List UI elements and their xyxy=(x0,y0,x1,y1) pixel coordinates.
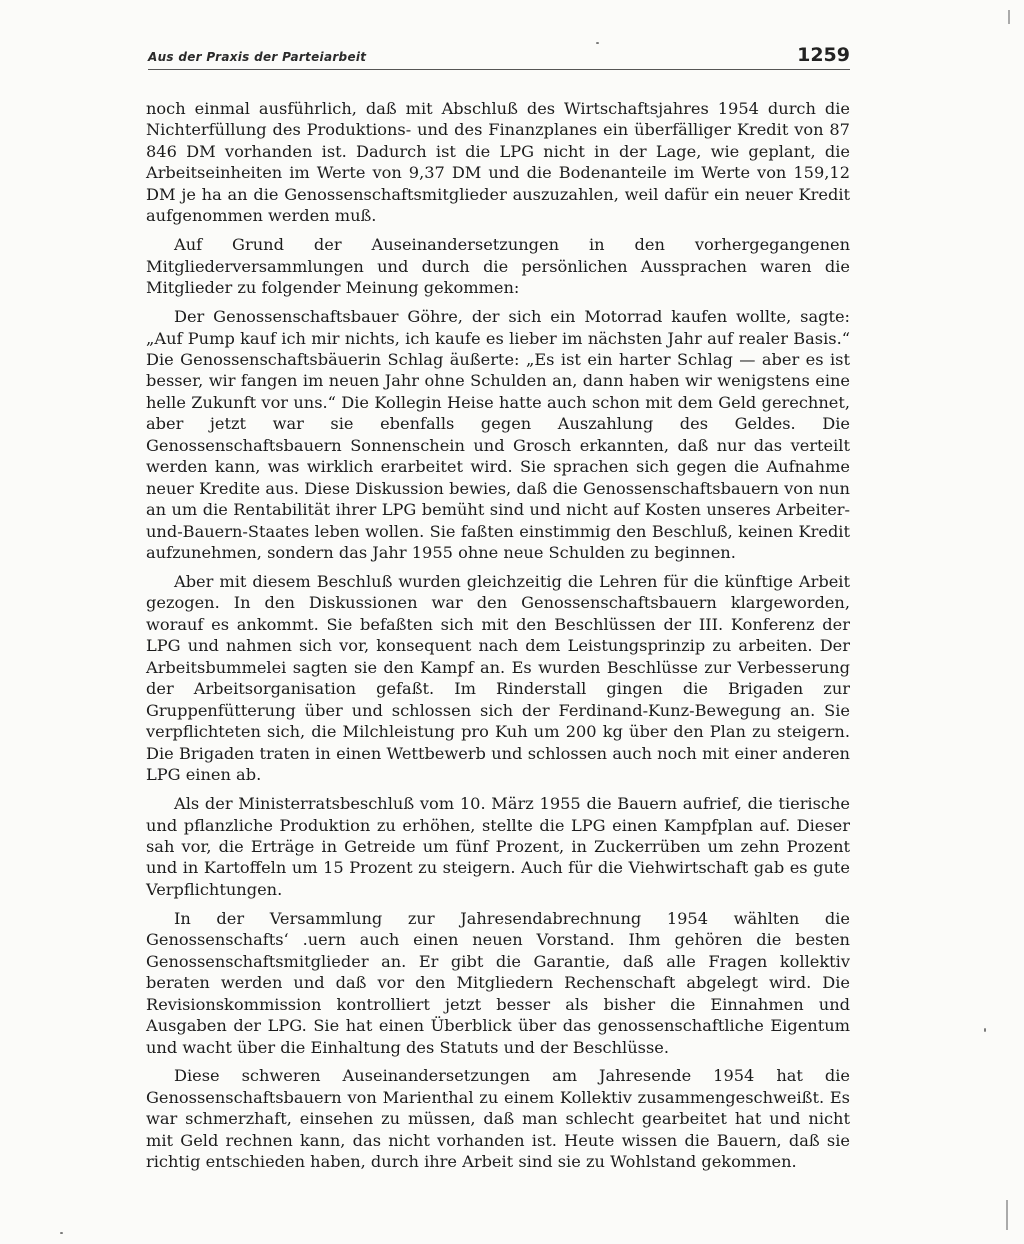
header-rule xyxy=(148,69,850,70)
scan-speck xyxy=(596,42,599,44)
body-text xyxy=(146,98,850,1173)
paragraph-7: Diese schweren Auseinandersetzungen am Jahresende 1954 hat die Genossenschaftsbauern von Marienthal zu einem Kollektiv zusammengeschweißt. Es war schmerzhaft, einsehen zu müssen, daß man schlecht gearbeitet hat und nicht mit Geld rechnen kann, das nicht vorhanden ist. Heute wissen die Bauern, daß sie richtig entschieden haben, durch ihre Arbeit sind sie zu Wohlstand gekommen. xyxy=(146,1066,850,1172)
page-number: 1259 xyxy=(797,44,850,66)
paragraph-6: In der Versammlung zur Jahresendabrechnung 1954 wählten die Genossenschafts‘ .uern auch einen neuen Vorstand. Ihm gehören die besten Genossenschaftsmitglieder an. Er gibt die Garantie, daß alle Fragen kollektiv beraten werden und daß vor den Mitgliedern Rechenschaft abgelegt wird. Die Revisionskommission kontrolliert jetzt besser als bisher die Einnahmen und Ausgaben der LPG. Sie hat einen Überblick über das genossenschaftliche Eigentum und wacht über die Einhaltung des Statuts und der Beschlüsse. xyxy=(146,908,850,1057)
paragraph-2: Auf Grund der Auseinandersetzungen in den vorhergegangenen Mitgliederversammlungen und durch die persönlichen Aussprachen waren die Mitglieder zu folgender Meinung gekommen: xyxy=(146,235,850,298)
paragraph-4: Aber mit diesem Beschluß wurden gleichzeitig die Lehren für die künftige Arbeit gezogen. In den Diskussionen war den Genossenschaftsbauern klargeworden, worauf es ankommt. Sie befaßten sich mit den Beschlüssen der III. Konferenz der LPG und nahmen sich vor, konsequent nach dem Leistungsprinzip zu arbeiten. Der Arbeitsbummelei sagten sie den Kampf an. Es wurden Beschlüsse zur Verbesserung der Arbeitsorganisation gefaßt. Im Rinderstall gingen die Brigaden zur Gruppenfütterung über und schlossen sich der Ferdinand-Kunz-Bewegung an. Sie verpflichteten sich, die Milchleistung pro Kuh um 200 kg über den Plan zu steigern. Die Brigaden traten in einen Wettbewerb und schlossen auch noch mit einer anderen LPG einen ab. xyxy=(146,572,850,785)
running-header xyxy=(148,44,850,74)
scan-edge-mark xyxy=(1008,10,1010,24)
scan-speck xyxy=(60,1232,63,1234)
paragraph-1: noch einmal ausführlich, daß mit Abschluß des Wirtschaftsjahres 1954 durch die Nichterfüllung des Produktions- und des Finanzplanes ein überfälliger Kredit von 87 846 DM vorhanden ist. Dadurch ist die LPG nicht in der Lage, wie geplant, die Arbeitseinheiten im Werte von 9,37 DM und die Bodenanteile im Werte von 159,12 DM je ha an die Genossenschaftsmitglieder auszuzahlen, weil dafür ein neuer Kredit aufgenommen werden muß. xyxy=(146,99,850,226)
scan-speck xyxy=(984,1028,986,1032)
running-title: Aus der Praxis der Parteiarbeit xyxy=(148,50,367,64)
paragraph-5: Als der Ministerratsbeschluß vom 10. März 1955 die Bauern aufrief, die tierische und pflanzliche Produktion zu erhöhen, stellte die LPG einen Kampfplan auf. Dieser sah vor, die Erträge in Getreide um fünf Prozent, in Zuckerrüben um zehn Prozent und in Kartoffeln um 15 Prozent zu steigern. Auch für die Viehwirtschaft gab es gute Verpflichtungen. xyxy=(146,794,850,899)
scan-edge-mark xyxy=(1006,1200,1008,1230)
paragraph-3: Der Genossenschaftsbauer Göhre, der sich ein Motorrad kaufen wollte, sagte: „Auf Pump kauf ich mir nichts, ich kaufe es lieber im nächsten Jahr auf realer Basis.“ Die Genossenschaftsbäuerin Schlag äußerte: „Es ist ein harter Schlag — aber es ist besser, wir fangen im neuen Jahr ohne Schulden an, dann haben wir wenigstens eine helle Zukunft vor uns.“ Die Kollegin Heise hatte auch schon mit dem Geld gerechnet, aber jetzt war sie ebenfalls gegen Auszahlung des Geldes. Die Genossenschaftsbauern Sonnenschein und Grosch erkannten, daß nur das verteilt werden kann, was wirklich erarbeitet wird. Sie sprachen sich gegen die Aufnahme neuer Kredite aus. Diese Diskussion bewies, daß die Genossenschaftsbauern von nun an um die Rentabilität ihrer LPG bemüht sind und nicht auf Kosten unseres Arbeiter-und-Bauern-Staates leben wollen. Sie faßten einstimmig den Beschluß, keinen Kredit aufzunehmen, sondern das Jahr 1955 ohne neue Schulden zu beginnen. xyxy=(146,307,850,563)
